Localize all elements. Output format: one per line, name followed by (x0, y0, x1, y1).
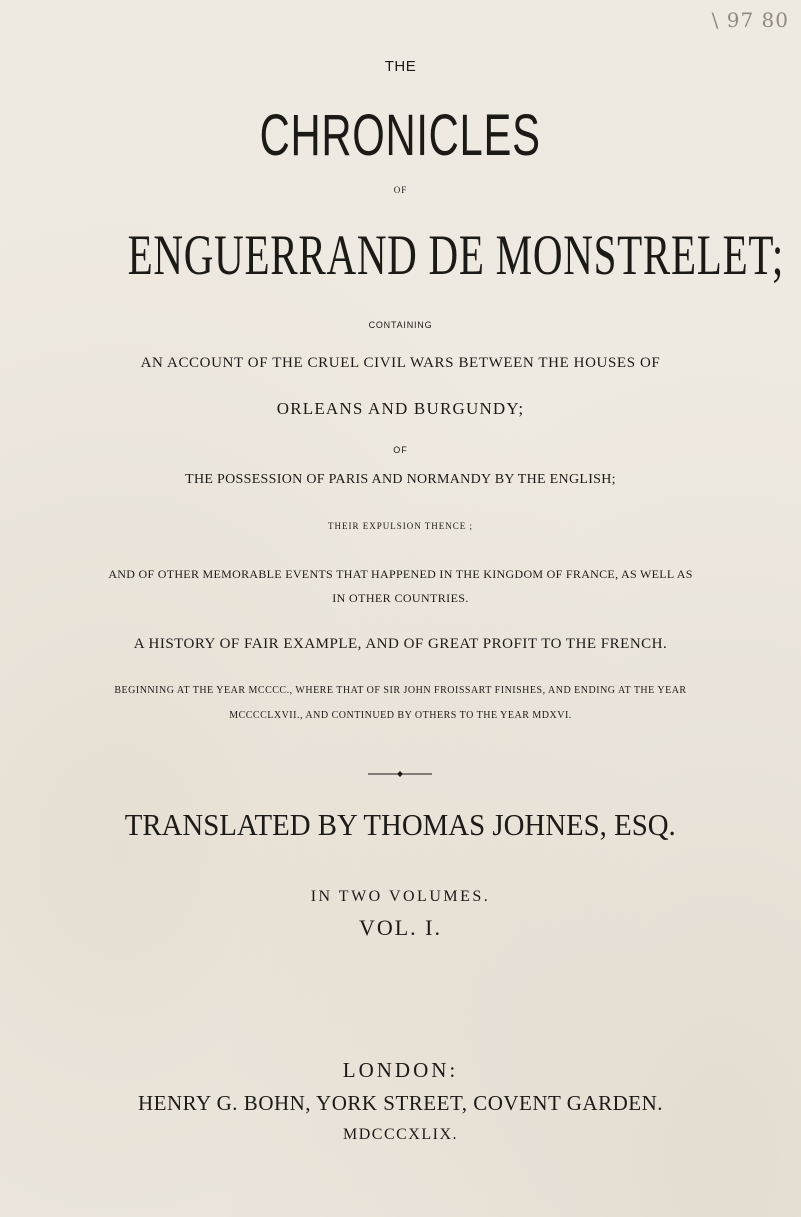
history-line: A HISTORY OF FAIR EXAMPLE, AND OF GREAT PROFIT TO THE FRENCH. (133, 636, 668, 652)
author-name (0, 226, 801, 286)
volume-number: VOL. I. (358, 915, 443, 940)
translator-line (0, 808, 801, 842)
shelf-mark: \ 97 80 (711, 8, 789, 32)
expulsion-line: THEIR EXPULSION THENCE ; (327, 521, 474, 531)
volumes-line: IN TWO VOLUMES. (310, 888, 491, 905)
translator-text: TRANSLATED BY THOMAS JOHNES, ESQ. (124, 807, 677, 842)
memorable-line-2: IN OTHER COUNTRIES. (332, 591, 469, 605)
title-of: OF (393, 185, 408, 195)
possession-line: THE POSSESSION OF PARIS AND NORMANDY BY THE ENGLISH; (185, 472, 616, 487)
containing-label: CONTAINING (368, 320, 433, 330)
book-title (0, 103, 801, 168)
author-name-text: ENGUERRAND DE MONSTRELET; (127, 224, 785, 287)
account-line: AN ACCOUNT OF THE CRUEL CIVIL WARS BETWEEN THE HOUSES OF (140, 355, 661, 371)
beginning-line-1: BEGINNING AT THE YEAR MCCCC., WHERE THAT OF SIR JOHN FROISSART FINISHES, AND ENDING AT THE YEAR (114, 685, 687, 696)
title-the: THE (384, 58, 417, 75)
book-title-text: CHRONICLES (259, 103, 541, 168)
houses-line: ORLEANS AND BURGUNDY; (276, 399, 525, 418)
of-line: OF (393, 445, 408, 455)
imprint-year: MDCCCXLIX. (342, 1126, 458, 1143)
divider-ornament (366, 768, 434, 780)
beginning-line-2: MCCCCLXVII., AND CONTINUED BY OTHERS TO THE YEAR MDXVI. (229, 710, 572, 721)
publisher-line: HENRY G. BOHN, YORK STREET, COVENT GARDEN. (138, 1091, 663, 1115)
memorable-line-1: AND OF OTHER MEMORABLE EVENTS THAT HAPPENED IN THE KINGDOM OF FRANCE, AS WELL AS (108, 567, 693, 581)
imprint-city: LONDON: (342, 1058, 459, 1082)
